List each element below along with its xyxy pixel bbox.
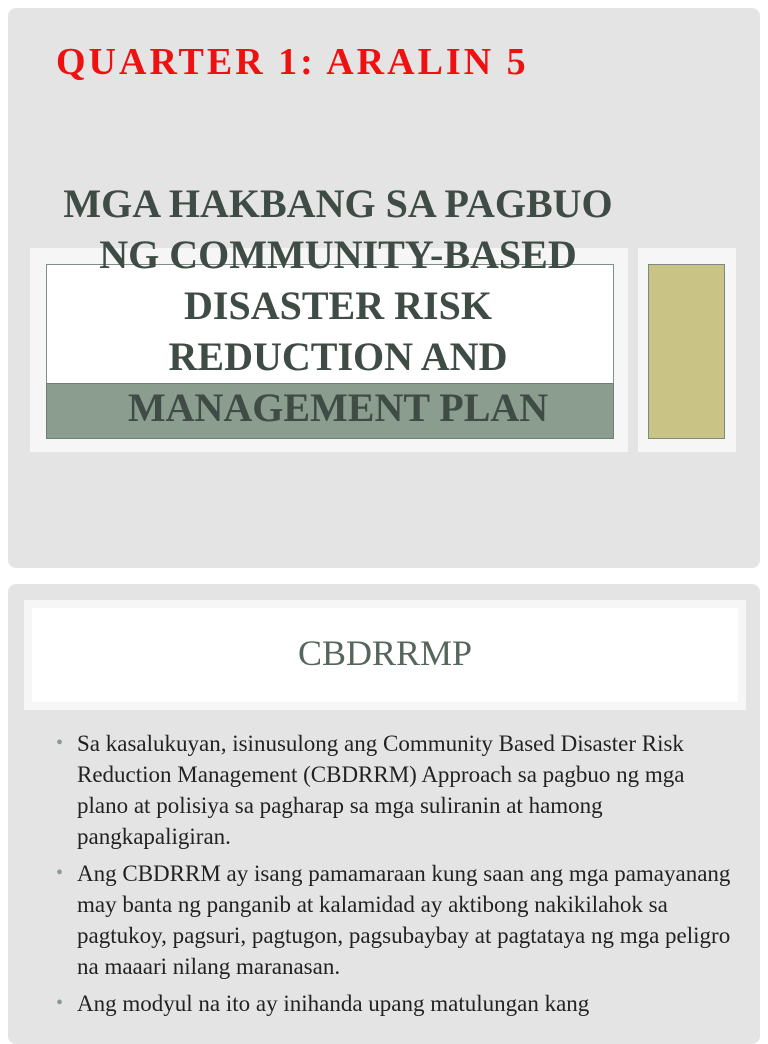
bullet-icon: •: [56, 862, 64, 884]
slide-title: [8, 178, 668, 433]
quarter-label: QUARTER 1: ARALIN 5: [56, 41, 529, 83]
slide-heading: CBDRRMP: [297, 633, 473, 673]
title-line: REDUCTION AND: [168, 334, 508, 379]
list-item: [56, 858, 736, 982]
list-item: [56, 728, 736, 852]
list-item: [56, 988, 736, 1019]
bullet-text: Sa kasalukuyan, isinusulong ang Community Based Disaster Risk Reduction Management (CBDRRM) Approach sa pagbuo ng mga plano at polisiya sa pagharap sa mga suliranin at hamong pangkapaligiran.: [77, 731, 685, 849]
bullet-text: Ang CBDRRM ay isang pamamaraan kung saan ang mga pamayanang may banta ng panganib at kalamidad ay aktibong nakikilahok sa pagtukoy, pagsuri, pagtugon, pagsubaybay at pagtataya ng mga peligro na maaari nilang maranasan.: [77, 861, 731, 979]
bullet-icon: •: [56, 732, 64, 754]
bullet-list: [56, 728, 736, 1025]
content-slide: [8, 584, 760, 1044]
title-line: DISASTER RISK: [184, 283, 492, 328]
title-line: MGA HAKBANG SA PAGBUO: [63, 181, 613, 226]
title-slide: [8, 8, 760, 568]
bullet-icon: •: [56, 992, 64, 1014]
bullet-text: Ang modyul na ito ay inihanda upang matulungan kang: [77, 991, 590, 1016]
title-line: NG COMMUNITY-BASED: [99, 232, 577, 277]
title-line: MANAGEMENT PLAN: [127, 385, 549, 430]
